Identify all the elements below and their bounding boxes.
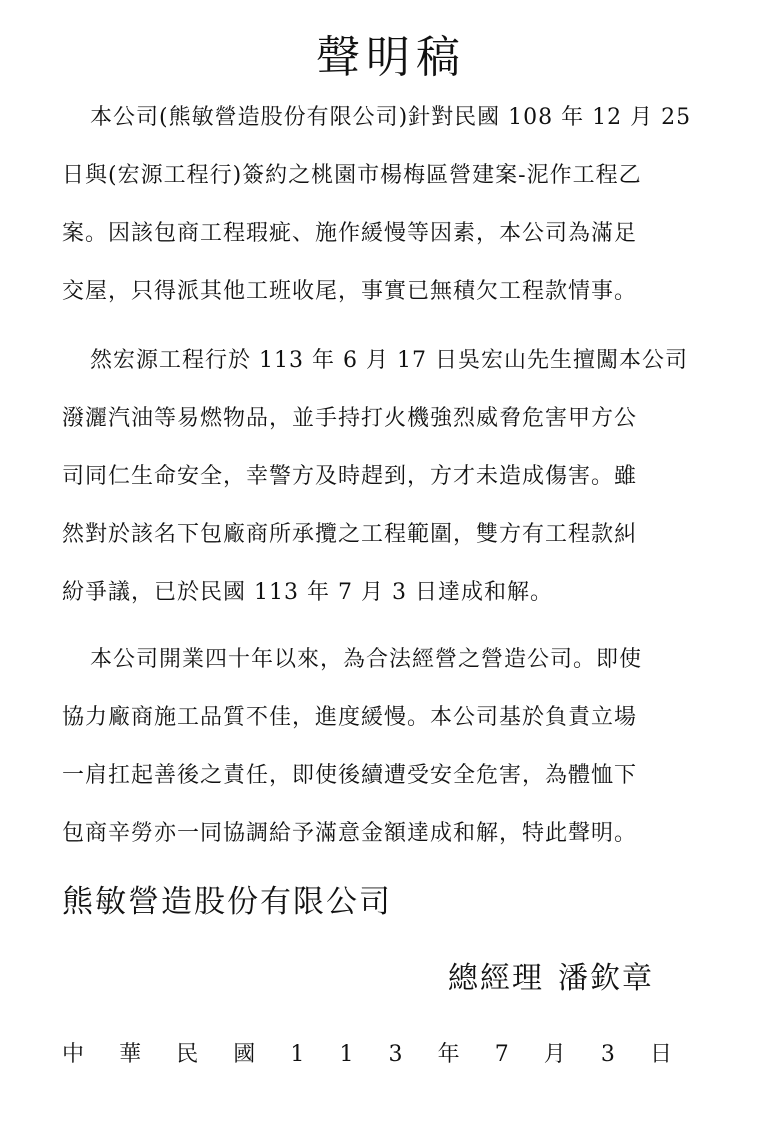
paragraph-line: 潑灑汽油等易燃物品，並手持打火機強烈威脅危害甲方公 bbox=[62, 406, 638, 431]
date-char: 日 bbox=[649, 1042, 672, 1067]
statement-date bbox=[62, 1038, 672, 1072]
date-char: 月 bbox=[543, 1042, 566, 1067]
paragraph-line: 然對於該名下包廠商所承攬之工程範圍，雙方有工程款糾 bbox=[62, 522, 638, 547]
signatory-block bbox=[448, 957, 654, 1001]
paragraph-2 bbox=[62, 343, 722, 633]
paragraph-line: 紛爭議，已於民國 113 年 7 月 3 日達成和解。 bbox=[62, 580, 553, 605]
signatory-name: 潘欽章 bbox=[558, 961, 654, 996]
date-char: 年 bbox=[437, 1042, 460, 1067]
date-char: 國 bbox=[233, 1042, 256, 1067]
paragraph-line: 協力廠商施工品質不佳，進度緩慢。本公司基於負責立場 bbox=[62, 705, 638, 730]
date-char: 1 bbox=[339, 1042, 354, 1067]
paragraph-line: 然宏源工程行於 113 年 6 月 17 日吳宏山先生擅闖本公司 bbox=[90, 348, 688, 373]
paragraph-3 bbox=[62, 642, 722, 874]
paragraph-line: 案。因該包商工程瑕疵、施作緩慢等因素，本公司為滿足 bbox=[62, 221, 638, 246]
date-char: 民 bbox=[176, 1042, 199, 1067]
date-char: 3 bbox=[600, 1042, 615, 1067]
paragraph-1 bbox=[62, 100, 722, 332]
date-char: 1 bbox=[290, 1042, 305, 1067]
date-char: 中 bbox=[62, 1042, 85, 1067]
date-char: 華 bbox=[119, 1042, 142, 1067]
signatory-position: 總經理 bbox=[448, 961, 544, 996]
paragraph-line: 本公司(熊敏營造股份有限公司)針對民國 108 年 12 月 25 bbox=[90, 105, 692, 130]
paragraph-line: 一肩扛起善後之責任，即使後續遭受安全危害，為體恤下 bbox=[62, 763, 638, 788]
paragraph-line: 交屋，只得派其他工班收尾，事實已無積欠工程款情事。 bbox=[62, 279, 638, 304]
paragraph-line: 日與(宏源工程行)簽約之桃園市楊梅區營建案-泥作工程乙 bbox=[62, 163, 642, 188]
date-char: 7 bbox=[494, 1042, 509, 1067]
date-char: 3 bbox=[388, 1042, 403, 1067]
paragraph-line: 包商辛勞亦一同協調給予滿意金額達成和解，特此聲明。 bbox=[62, 821, 638, 846]
paragraph-line: 本公司開業四十年以來，為合法經營之營造公司。即使 bbox=[90, 647, 643, 672]
company-name: 熊敏營造股份有限公司 bbox=[62, 884, 392, 920]
document-title: 聲明稿 bbox=[316, 32, 466, 83]
paragraph-line: 司同仁生命安全，幸警方及時趕到，方才未造成傷害。雖 bbox=[62, 464, 638, 489]
